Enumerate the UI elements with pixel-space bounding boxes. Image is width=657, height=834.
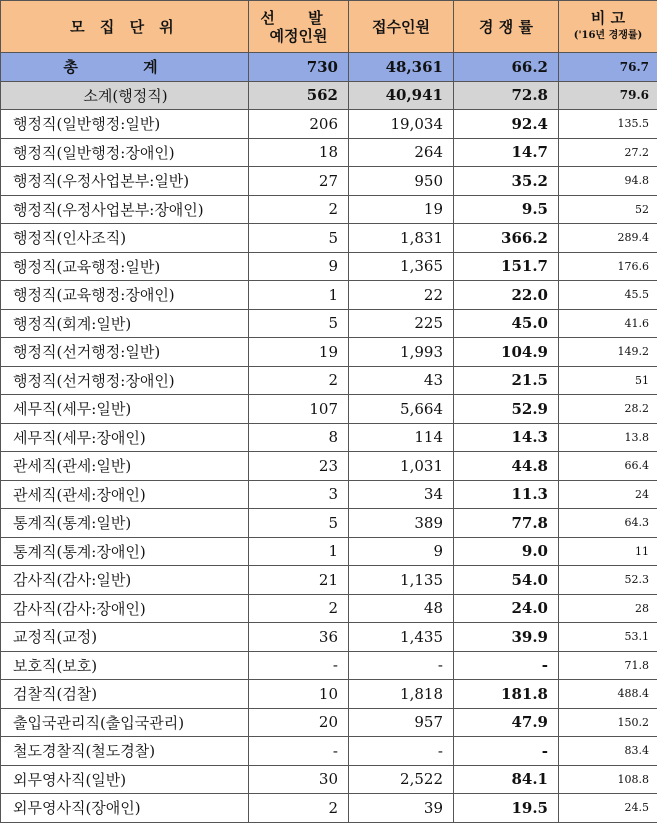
- header-competition-rate: [454, 1, 559, 53]
- row-rate: 47.9: [454, 708, 559, 737]
- table-row: [1, 452, 657, 481]
- row-applicants: 950: [349, 167, 454, 196]
- row-rate: 22.0: [454, 281, 559, 310]
- table-row: [1, 708, 657, 737]
- row-rate: 14.7: [454, 138, 559, 167]
- row-applicants: 225: [349, 309, 454, 338]
- row-name: 행정직(교육행정:장애인): [1, 281, 249, 310]
- table-row: [1, 509, 657, 538]
- row-applicants: 1,993: [349, 338, 454, 367]
- header-applicants-label: 접수인원: [372, 17, 430, 36]
- table-row: [1, 138, 657, 167]
- row-planned: 36: [249, 623, 349, 652]
- row-applicants: 19,034: [349, 110, 454, 139]
- row-planned: 9: [249, 252, 349, 281]
- row-note: 108.8: [559, 765, 657, 794]
- row-applicants: -: [349, 737, 454, 766]
- row-planned: 2: [249, 794, 349, 823]
- subtotal-planned: 562: [249, 81, 349, 110]
- header-planned-selection-line2: 예정인원: [269, 26, 328, 45]
- row-rate: 366.2: [454, 224, 559, 253]
- row-rate: 24.0: [454, 594, 559, 623]
- row-applicants: 5,664: [349, 395, 454, 424]
- row-rate: 44.8: [454, 452, 559, 481]
- row-note: 24.5: [559, 794, 657, 823]
- table-row: [1, 765, 657, 794]
- table-row: [1, 680, 657, 709]
- row-applicants: 34: [349, 480, 454, 509]
- row-note: 64.3: [559, 509, 657, 538]
- row-rate: 35.2: [454, 167, 559, 196]
- row-name: 철도경찰직(철도경찰): [1, 737, 249, 766]
- row-name: 감사직(감사:장애인): [1, 594, 249, 623]
- row-rate: 9.0: [454, 537, 559, 566]
- row-name: 통계직(통계:장애인): [1, 537, 249, 566]
- table-row: [1, 252, 657, 281]
- row-note: 52.3: [559, 566, 657, 595]
- table-row: [1, 195, 657, 224]
- row-planned: 1: [249, 537, 349, 566]
- row-planned: -: [249, 651, 349, 680]
- subtotal-row: [1, 81, 657, 110]
- row-name: 세무직(세무:장애인): [1, 423, 249, 452]
- row-rate: 181.8: [454, 680, 559, 709]
- table-row: [1, 309, 657, 338]
- row-planned: 21: [249, 566, 349, 595]
- row-name: 행정직(일반행정:일반): [1, 110, 249, 139]
- row-note: 28: [559, 594, 657, 623]
- header-planned-selection-line1: 선 발: [260, 8, 337, 27]
- table-row: [1, 651, 657, 680]
- row-planned: 27: [249, 167, 349, 196]
- row-applicants: 114: [349, 423, 454, 452]
- row-applicants: 9: [349, 537, 454, 566]
- row-applicants: 19: [349, 195, 454, 224]
- row-note: 52: [559, 195, 657, 224]
- row-applicants: 1,135: [349, 566, 454, 595]
- row-rate: -: [454, 737, 559, 766]
- row-note: 27.2: [559, 138, 657, 167]
- total-row: [1, 53, 657, 82]
- row-name: 행정직(우정사업본부:일반): [1, 167, 249, 196]
- row-note: 13.8: [559, 423, 657, 452]
- table-row: [1, 566, 657, 595]
- row-rate: 54.0: [454, 566, 559, 595]
- row-planned: 20: [249, 708, 349, 737]
- table-row: [1, 167, 657, 196]
- row-name: 통계직(통계:일반): [1, 509, 249, 538]
- row-rate: 52.9: [454, 395, 559, 424]
- row-name: 행정직(회계:일반): [1, 309, 249, 338]
- table-row: [1, 737, 657, 766]
- row-note: 11: [559, 537, 657, 566]
- row-applicants: -: [349, 651, 454, 680]
- header-note-line1: 비 고: [590, 8, 626, 27]
- table-row: [1, 110, 657, 139]
- row-applicants: 1,818: [349, 680, 454, 709]
- row-rate: 151.7: [454, 252, 559, 281]
- row-applicants: 389: [349, 509, 454, 538]
- table-row: [1, 281, 657, 310]
- header-competition-rate-label: 경 쟁 률: [479, 17, 533, 36]
- table-row: [1, 395, 657, 424]
- row-name: 보호직(보호): [1, 651, 249, 680]
- table-row: [1, 338, 657, 367]
- row-name: 외무영사직(일반): [1, 765, 249, 794]
- row-note: 289.4: [559, 224, 657, 253]
- row-planned: 2: [249, 366, 349, 395]
- row-name: 행정직(인사조직): [1, 224, 249, 253]
- subtotal-note: 79.6: [559, 81, 657, 110]
- row-name: 행정직(선거행정:장애인): [1, 366, 249, 395]
- row-rate: 92.4: [454, 110, 559, 139]
- row-note: 51: [559, 366, 657, 395]
- row-planned: 2: [249, 594, 349, 623]
- row-note: 71.8: [559, 651, 657, 680]
- table-row: [1, 623, 657, 652]
- row-rate: -: [454, 651, 559, 680]
- row-applicants: 1,435: [349, 623, 454, 652]
- row-note: 150.2: [559, 708, 657, 737]
- row-applicants: 43: [349, 366, 454, 395]
- row-planned: 18: [249, 138, 349, 167]
- row-rate: 84.1: [454, 765, 559, 794]
- total-applicants: 48,361: [349, 53, 454, 82]
- row-applicants: 1,831: [349, 224, 454, 253]
- table-row: [1, 224, 657, 253]
- row-name: 행정직(일반행정:장애인): [1, 138, 249, 167]
- row-rate: 39.9: [454, 623, 559, 652]
- row-note: 488.4: [559, 680, 657, 709]
- row-name: 관세직(관세:일반): [1, 452, 249, 481]
- row-name: 교정직(교정): [1, 623, 249, 652]
- subtotal-rate: 72.8: [454, 81, 559, 110]
- subtotal-applicants: 40,941: [349, 81, 454, 110]
- row-planned: 23: [249, 452, 349, 481]
- row-note: 24: [559, 480, 657, 509]
- header-row: [1, 1, 657, 53]
- row-note: 28.2: [559, 395, 657, 424]
- total-planned: 730: [249, 53, 349, 82]
- total-note: 76.7: [559, 53, 657, 82]
- row-applicants: 2,522: [349, 765, 454, 794]
- table-row: [1, 480, 657, 509]
- row-planned: 107: [249, 395, 349, 424]
- row-note: 41.6: [559, 309, 657, 338]
- table-row: [1, 594, 657, 623]
- row-applicants: 264: [349, 138, 454, 167]
- header-recruitment-unit-label: 모 집 단 위: [70, 17, 179, 36]
- row-name: 검찰직(검찰): [1, 680, 249, 709]
- row-applicants: 1,365: [349, 252, 454, 281]
- subtotal-name: 소계(행정직): [1, 81, 249, 110]
- header-note-line2: ('16년 경쟁률): [573, 29, 643, 41]
- row-note: 66.4: [559, 452, 657, 481]
- row-name: 외무영사직(장애인): [1, 794, 249, 823]
- header-recruitment-unit: [1, 1, 249, 53]
- table-row: [1, 423, 657, 452]
- row-name: 관세직(관세:장애인): [1, 480, 249, 509]
- row-note: 45.5: [559, 281, 657, 310]
- row-name: 행정직(선거행정:일반): [1, 338, 249, 367]
- table-row: [1, 366, 657, 395]
- row-planned: 2: [249, 195, 349, 224]
- row-planned: 19: [249, 338, 349, 367]
- row-applicants: 22: [349, 281, 454, 310]
- row-rate: 104.9: [454, 338, 559, 367]
- row-planned: 5: [249, 224, 349, 253]
- row-rate: 21.5: [454, 366, 559, 395]
- row-name: 행정직(우정사업본부:장애인): [1, 195, 249, 224]
- row-note: 94.8: [559, 167, 657, 196]
- table-row: [1, 537, 657, 566]
- row-name: 출입국관리직(출입국관리): [1, 708, 249, 737]
- row-planned: 30: [249, 765, 349, 794]
- header-planned-selection: [249, 1, 349, 53]
- row-planned: 5: [249, 309, 349, 338]
- row-planned: -: [249, 737, 349, 766]
- row-name: 행정직(교육행정:일반): [1, 252, 249, 281]
- row-planned: 3: [249, 480, 349, 509]
- row-applicants: 48: [349, 594, 454, 623]
- row-rate: 19.5: [454, 794, 559, 823]
- row-planned: 5: [249, 509, 349, 538]
- row-planned: 8: [249, 423, 349, 452]
- row-planned: 10: [249, 680, 349, 709]
- row-note: 149.2: [559, 338, 657, 367]
- row-name: 감사직(감사:일반): [1, 566, 249, 595]
- total-rate: 66.2: [454, 53, 559, 82]
- header-note: [559, 1, 657, 53]
- row-rate: 14.3: [454, 423, 559, 452]
- row-rate: 11.3: [454, 480, 559, 509]
- row-applicants: 1,031: [349, 452, 454, 481]
- row-rate: 9.5: [454, 195, 559, 224]
- row-note: 83.4: [559, 737, 657, 766]
- row-planned: 206: [249, 110, 349, 139]
- row-rate: 77.8: [454, 509, 559, 538]
- row-applicants: 39: [349, 794, 454, 823]
- header-applicants: [349, 1, 454, 53]
- row-applicants: 957: [349, 708, 454, 737]
- total-name: 총 계: [1, 53, 249, 82]
- row-rate: 45.0: [454, 309, 559, 338]
- row-note: 176.6: [559, 252, 657, 281]
- row-planned: 1: [249, 281, 349, 310]
- row-note: 135.5: [559, 110, 657, 139]
- table-row: [1, 794, 657, 823]
- row-note: 53.1: [559, 623, 657, 652]
- row-name: 세무직(세무:일반): [1, 395, 249, 424]
